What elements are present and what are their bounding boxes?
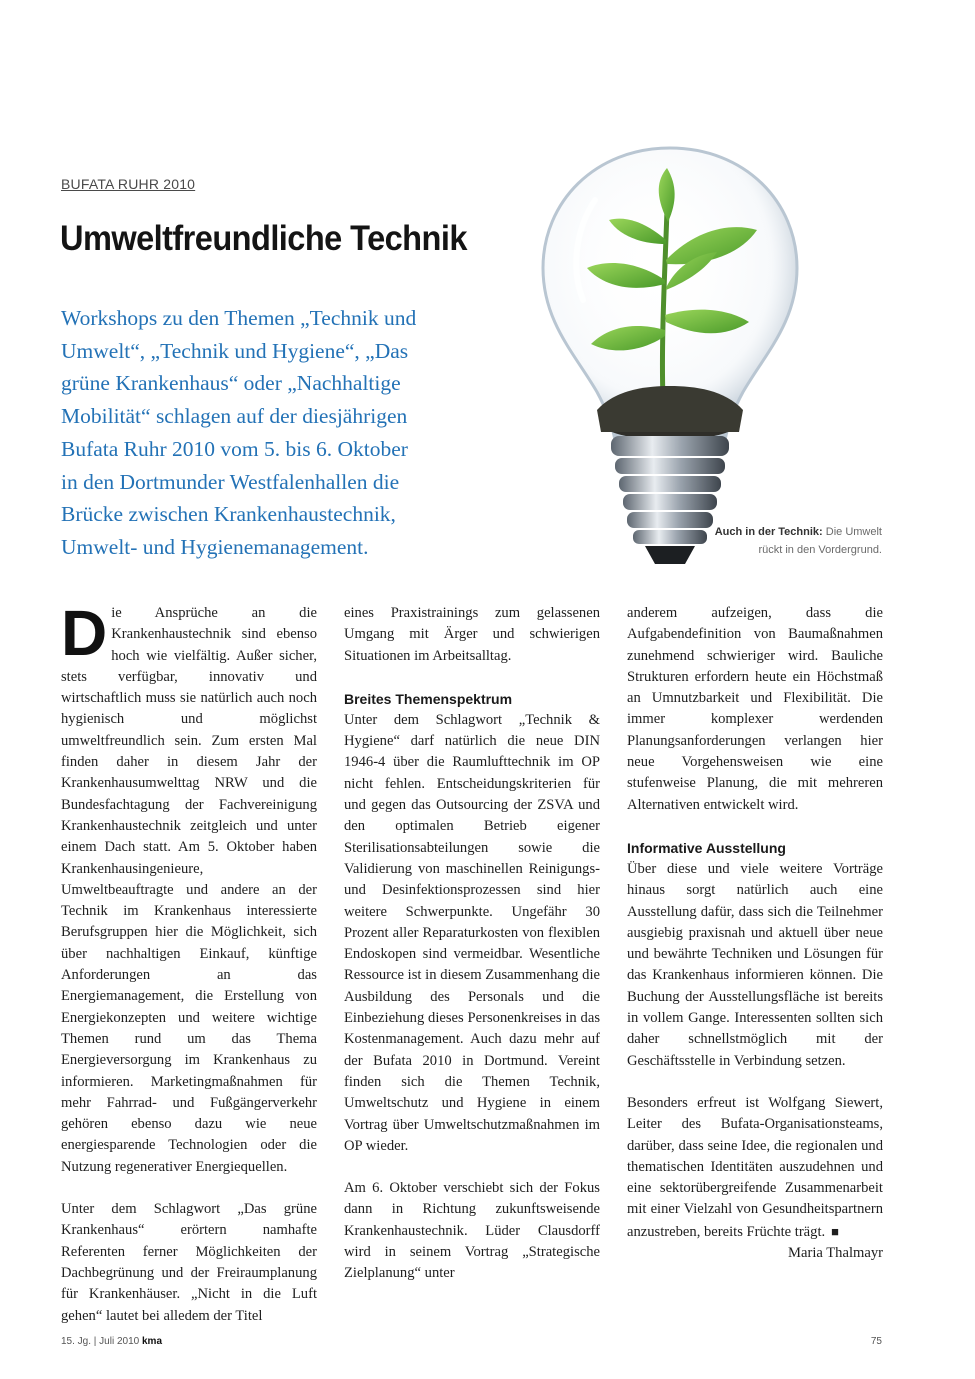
lead-line: Workshops zu den Themen „Technik und <box>61 306 417 330</box>
caption-text: Die Umwelt rückt in den Vordergrund. <box>758 526 882 556</box>
lead-paragraph <box>61 302 461 564</box>
paragraph: Unter dem Schlagwort „Das grüne Krankenhaus“ erörtern namhafte Referenten ferner Möglichkeiten der Dachbegrünung und der Freiraumplanung für Krankenhäuser. „Nicht in die Luft gehen“ lautet bei alledem der Titel <box>61 1201 317 1324</box>
paragraph: Über diese und viele weitere Vorträge hinaus sorgt natürlich auch eine Ausstellung dafür, dass sich die Teilnehmer ausgiebig praxisnah und aktuell über neue und bewährte Techniken und Lösungen für das Krankenhaus informieren können. Die Buchung der Ausstellungsfläche ist bereits in vollem Gange. Interessenten sollten sich daher schnellstmöglich mit der Geschäftsstelle in Verbindung setzen. <box>627 860 883 1069</box>
lead-line: in den Dortmunder Westfalenhallen die <box>61 469 400 494</box>
body-column-1 <box>61 597 317 1327</box>
paragraph: Am 6. Oktober verschiebt sich der Fokus dann in Richtung zukunftsweisende Krankenhaustechnik. Lüder Clausdorff wird in seinem Vortrag „Strategische Zielplanung“ unter <box>344 1180 600 1282</box>
body-column-3 <box>627 603 883 1264</box>
page-number: 75 <box>870 1336 882 1347</box>
end-mark: ■ <box>831 1223 840 1239</box>
author: Maria Thalmayr <box>788 1245 883 1262</box>
footer-brand: kma <box>141 1336 162 1347</box>
footer-issue-text: 15. Jg. | Juli 2010 <box>61 1336 142 1347</box>
paragraph: eines Praxistrainings zum gelassenen Umgang mit Ärger und schwierigen Situationen im Arbeitsalltag. <box>344 605 600 664</box>
footer-issue <box>61 1336 162 1347</box>
article-title: Umweltfreundliche Technik <box>60 219 467 258</box>
lead-line: Umwelt“, „Technik und Hygiene“, „Das <box>61 338 409 363</box>
lead-line: Brücke zwischen Krankenhaustechnik, <box>61 502 396 527</box>
paragraph: anderem aufzeigen, dass die Aufgabendefinition von Baumaßnahmen zunehmend schwieriger wird. Bauliche Strukturen erfordern heute ein Höchstmaß an Umnutzbarkeit und Flexibilität. Die immer komplexer werdenden Planungsanforderungen verlangen hier neue Vorgehensweisen wie eine stufenweise Planung, die mit mehreren Alternativen entwickelt wird. <box>627 605 883 813</box>
paragraph <box>61 597 317 1178</box>
section-heading: Breites Themenspektrum <box>344 690 513 707</box>
light-bulb-plant-illustration <box>535 140 805 580</box>
image-caption <box>700 523 882 559</box>
kicker: BUFATA RUHR 2010 <box>61 176 196 192</box>
paragraph-text: ie Ansprüche an die Krankenhaustechnik sind ebenso hoch wie vielfältig. Außer sicher, stets verfügbar, innovativ und wirtschaftlich muss sie natürlich auch noch hygienisch und möglichst umweltfreundlich sein. Zum ersten Mal finden daher in diesem Jahr der Krankenhausumwelttag NRW und die Bundesfachtagung der Fachvereinigung Krankenhaustechnik zeitgleich und unter einem Dach statt. Am 5. Oktober haben Krankenhausingenieure, Umweltbeauftragte und andere an der Technik im Krankenhaus interessierte Berufsgruppen hier die Möglichkeit, sich über nachhaltigen Einkauf, künftige Anforderungen an das Energiemanagement, die Erstellung von Energiekonzepten und weitere wichtige Themen rund um das Thema Energieversorgung im Krankenhaus zu informieren. Marketingmaßnahmen für mehr Fahrrad- und Fußgängerverkehr gehören ebenso dazu wie neue energiesparende Technologien oder die Nutzung regenerativer Energiequellen. <box>61 605 317 1175</box>
caption-bold: Auch in der Technik: <box>714 526 823 538</box>
lead-line: grüne Krankenhaus“ oder „Nachhaltige <box>61 371 401 396</box>
paragraph: Unter dem Schlagwort „Technik & Hygiene“ darf natürlich die neue DIN 1946-4 über die Raumlufttechnik im OP nicht fehlen. Entscheidungskriterien für und gegen das Outsourcing der ZSVA und den optimalen Betrieb eigener Sterilisationsabteilungen sowie die Validierung von maschinellen Reinigungs- und Desinfektionsprozessen sind hier weitere Schwerpunkte. Ungefähr 30 Prozent aller Reparaturkosten von flexiblen Endoskopen sind vermeidbar. Wesentliche Ressource ist in diesem Zusammenhang die Ausbildung des Personals und die Einbeziehung dieses Personenkreises in das Kostenmanagement. Auch dazu mehr auf der Bufata 2010 in Dortmund. Vereint finden sich die Themen Technik, Umweltschutz und Hygiene in einem Vortrag über Umweltschutzmaßnahmen im OP wieder. <box>344 711 600 1154</box>
lead-line: Mobilität“ schlagen auf der diesjährigen <box>61 404 408 429</box>
body-column-2 <box>344 603 600 1285</box>
paragraph <box>627 1093 883 1264</box>
lead-line: Umwelt- und Hygienemanagement. <box>61 534 369 559</box>
lead-line: Bufata Ruhr 2010 vom 5. bis 6. Oktober <box>61 436 408 461</box>
paragraph-text: Besonders erfreut ist Wolfgang Siewert, Leiter des Bufata-Organisationsteams, darüber, dass seine Idee, die regionalen und thematischen Identitäten auszudehnen und eine sektorübergreifende Zusammenarbeit mit einer Vielzahl von Gesundheitspartnern anzustreben, bereits Früchte trägt. <box>627 1094 883 1240</box>
section-heading: Informative Ausstellung <box>627 839 786 856</box>
drop-cap: D <box>61 597 108 669</box>
